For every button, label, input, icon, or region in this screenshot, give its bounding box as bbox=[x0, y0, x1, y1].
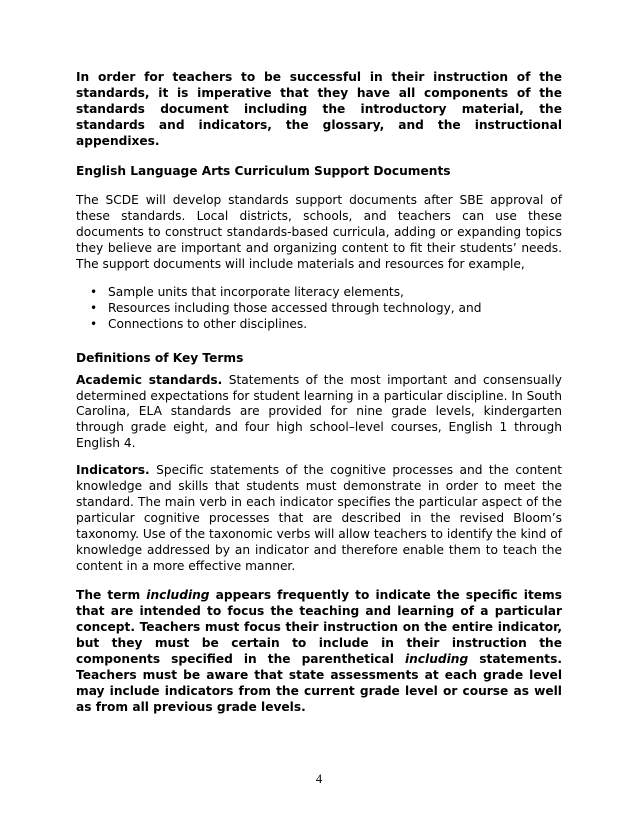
including-note-emphasis-1: including bbox=[146, 588, 210, 603]
definition-indicators bbox=[76, 463, 562, 574]
intro-paragraph: In order for teachers to be successful in their instruction of the standards, it is imperative that they have all components of the standards document including the introductory material, the standards and indicators, the glossary, and the instructional appendixes. bbox=[76, 70, 562, 148]
list-item bbox=[76, 317, 562, 333]
document-page bbox=[76, 70, 562, 716]
definitions-heading: Definitions of Key Terms bbox=[76, 350, 244, 365]
list-item bbox=[76, 285, 562, 301]
support-documents-heading: English Language Arts Curriculum Support Documents bbox=[76, 163, 451, 178]
page-number: 4 bbox=[315, 772, 323, 786]
including-note-paragraph bbox=[76, 588, 562, 715]
list-item-text: Sample units that incorporate literacy elements, bbox=[108, 284, 404, 299]
support-materials-list bbox=[76, 285, 562, 333]
including-note-emphasis-2: including bbox=[404, 652, 469, 667]
list-item-text: Connections to other disciplines. bbox=[108, 316, 308, 331]
definition-academic-standards bbox=[76, 373, 562, 453]
including-note-part1: The term bbox=[76, 588, 147, 603]
bullet-icon: • bbox=[90, 284, 98, 299]
support-documents-paragraph: The SCDE will develop standards support documents after SBE approval of these standards. Local districts, schools, and teachers can use these documents to construct standards-based curricula, adding or expanding topics they believe are important and organizing content to fit their students’ needs. The support documents will include materials and resources for example, bbox=[76, 193, 562, 272]
list-item-text: Resources including those accessed through technology, and bbox=[108, 300, 482, 315]
bullet-icon: • bbox=[90, 316, 98, 331]
definition-academic-standards-text: Statements of the most important and consensually determined expectations for student learning in a particular discipline. In South Carolina, ELA standards are provided for nine grade levels, kindergarten through grade eight, and four high school–level courses, English 1 through English 4. bbox=[76, 372, 563, 451]
definition-indicators-text: Specific statements of the cognitive processes and the content knowledge and skills that students must demonstrate in order to meet the standard. The main verb in each indicator specifies the particular aspect of the particular cognitive processes that are described in the revised Bloom’s taxonomy. Use of the taxonomic verbs will allow teachers to identify the kind of knowledge addressed by an indicator and therefore enable them to teach the content in a more effective manner. bbox=[76, 463, 562, 573]
list-item bbox=[76, 301, 562, 317]
bullet-icon: • bbox=[90, 300, 98, 315]
term-indicators: Indicators. bbox=[76, 463, 150, 478]
including-note-part3: statements. Teachers must be aware that state assessments at each grade level may include indicators from the current grade level or course as well as from all previous grade levels. bbox=[76, 652, 562, 714]
term-academic-standards: Academic standards. bbox=[76, 372, 223, 387]
including-note-part2: appears frequently to indicate the specific items that are intended to focus the teaching and learning of a particular concept. Teachers must focus their instruction on the entire indicator, but they must be certain to include in their instruction the components specified in the parenthetical bbox=[76, 588, 562, 667]
